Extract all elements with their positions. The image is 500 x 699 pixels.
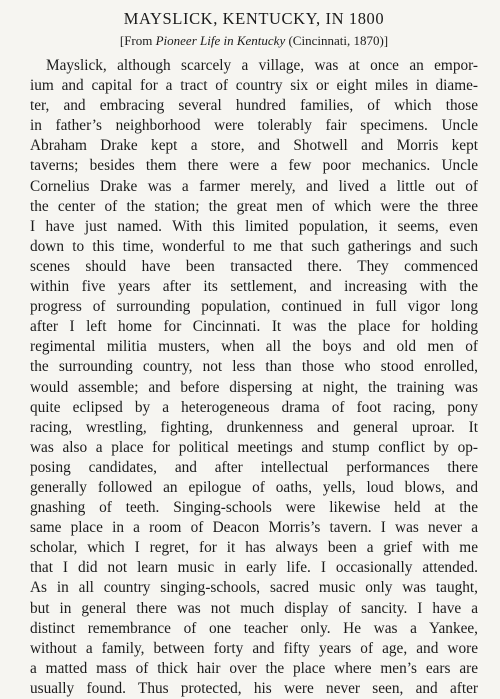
text-line: gnashing of teeth. Singing-schools were likewise held at the [30, 499, 478, 517]
text-line: in father’s neighborhood were tolerably fair specimens. Uncle [30, 117, 478, 135]
source-open: [From [119, 33, 156, 48]
text-line: was also a place for political meetings and stump conflict by op- [30, 438, 478, 456]
text-line: the surrounding country, not less than those who stood enrolled, [30, 358, 478, 376]
text-line: Abraham Drake kept a store, and Shotwell and Morris kept [30, 137, 478, 155]
text-line: a matted mass of thick hair over the place where men’s ears are [30, 659, 478, 677]
text-line: would assemble; and before dispersing at night, the training was [30, 378, 478, 396]
source-citation [30, 32, 478, 50]
text-line: but in general there was not much display of sancity. I have a [30, 599, 478, 617]
text-line: posing candidates, and after intellectual performances there [30, 458, 478, 476]
text-line: quite eclipsed by a heterogeneous drama of foot racing, pony [30, 398, 478, 416]
text-line: that I did not learn music in early life. I occasionally attended. [30, 559, 478, 577]
page-title: MAYSLICK, KENTUCKY, IN 1800 [123, 9, 385, 28]
text-line: As in all country singing-schools, sacred music only was taught, [30, 579, 478, 597]
text-line: regimental militia musters, when all the boys and old men of [30, 338, 478, 356]
text-line: distinct remembrance of one teacher only. He was a Yankee, [30, 619, 478, 637]
text-line: the center of the station; the great men of which were the three [30, 197, 478, 215]
body-text [30, 56, 478, 699]
text-line: within five years after its settlement, and increasing with the [30, 278, 478, 296]
text-line: Cornelius Drake was a farmer merely, and lived a little out of [30, 177, 478, 195]
text-line: taverns; besides them there were a few poor mechanics. Uncle [30, 157, 478, 175]
text-line: down to this time, wonderful to me that such gatherings and such [30, 237, 478, 255]
text-line: after I left home for Cincinnati. It was the place for holding [30, 318, 478, 336]
text-line: ium and capital for a tract of country six or eight miles in diame- [30, 77, 478, 95]
text-line: scholar, which I regret, for it has always been a grief with me [30, 539, 478, 557]
text-line: usually found. Thus protected, his were never seen, and after [30, 679, 478, 697]
text-line: same place in a room of Deacon Morris’s tavern. I was never a [30, 519, 478, 537]
text-line: progress of surrounding population, continued in full vigor long [30, 298, 478, 316]
text-line: generally followed an epilogue of oaths, yells, loud blows, and [30, 478, 478, 496]
source-book-title: Pioneer Life in Kentucky [155, 33, 286, 48]
text-line: without a family, between forty and fifty years of age, and wore [30, 639, 478, 657]
text-line: Mayslick, although scarcely a village, was at once an empor- [46, 57, 478, 74]
text-line: I have just named. With this limited population, it seems, even [30, 217, 478, 235]
text-line: racing, wrestling, fighting, drunkenness and general uproar. It [30, 418, 478, 436]
text-line: scenes should have been transacted there. They commenced [30, 257, 478, 275]
source-rest: (Cincinnati, 1870)] [285, 33, 389, 48]
text-line: ter, and embracing several hundred families, of which those [30, 97, 478, 115]
